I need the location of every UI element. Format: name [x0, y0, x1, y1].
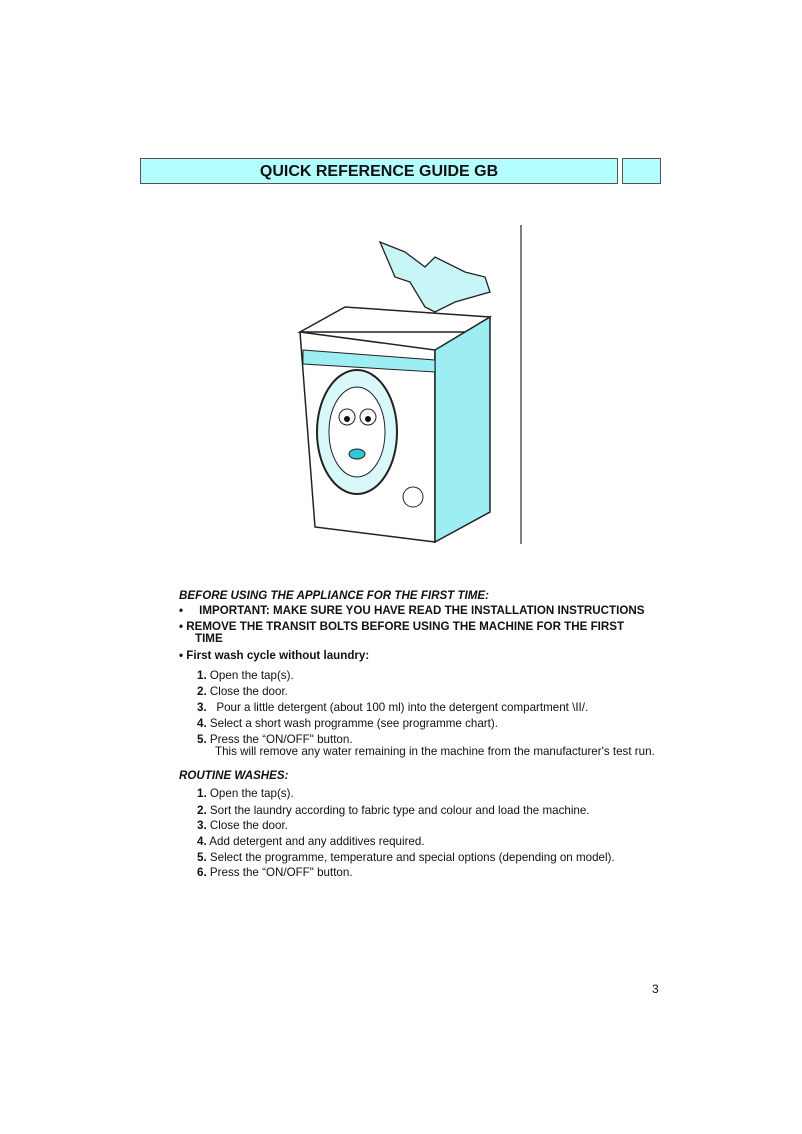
step-note: This will remove any water remaining in the machine from the manufacturer's test run.	[215, 745, 655, 758]
step-text: Open the tap(s).	[209, 787, 294, 800]
step-number: 4.	[197, 835, 207, 848]
step-number: 5.	[197, 733, 207, 746]
routine-heading: ROUTINE WASHES:	[179, 769, 289, 782]
step-item	[197, 669, 294, 682]
step-item	[197, 835, 425, 848]
page-title: QUICK REFERENCE GUIDE GB	[140, 158, 618, 184]
bullet-text-continued: TIME	[195, 632, 223, 645]
step-text: Select a short wash programme (see programme chart).	[209, 717, 498, 730]
step-item	[197, 819, 288, 832]
title-side-box	[622, 158, 661, 184]
step-item	[197, 685, 288, 698]
step-number: 3.	[197, 819, 207, 832]
step-number: 6.	[197, 866, 207, 879]
step-number: 1.	[197, 787, 207, 800]
step-number: 3.	[197, 701, 207, 714]
step-text: Press the “ON/OFF" button.	[209, 733, 353, 746]
step-number: 5.	[197, 851, 207, 864]
bullet-item: • IMPORTANT: MAKE SURE YOU HAVE READ THE INSTALLATION INSTRUCTIONS	[179, 604, 645, 617]
step-text: Select the programme, temperature and special options (depending on model).	[209, 851, 615, 864]
step-number: 2.	[197, 804, 207, 817]
washing-machine-illustration	[285, 222, 525, 547]
step-item	[197, 851, 615, 864]
bullet-text: IMPORTANT: MAKE SURE YOU HAVE READ THE INSTALLATION INSTRUCTIONS	[199, 604, 645, 617]
bullet-item: • REMOVE THE TRANSIT BOLTS BEFORE USING THE MACHINE FOR THE FIRST	[179, 620, 625, 633]
step-text: Sort the laundry according to fabric type and colour and load the machine.	[209, 804, 590, 817]
step-text: Add detergent and any additives required.	[209, 835, 425, 848]
bullet-text: First wash cycle without laundry:	[186, 649, 370, 662]
bullet-item: • First wash cycle without laundry:	[179, 649, 370, 662]
step-item	[197, 804, 590, 817]
step-item	[197, 717, 498, 730]
step-number: 2.	[197, 685, 207, 698]
step-text: Pour a little detergent (about 100 ml) into the detergent compartment \II/.	[209, 701, 589, 714]
step-number: 4.	[197, 717, 207, 730]
step-item	[197, 701, 588, 714]
first-time-heading: BEFORE USING THE APPLIANCE FOR THE FIRST TIME:	[179, 589, 490, 602]
bullet-text: REMOVE THE TRANSIT BOLTS BEFORE USING THE MACHINE FOR THE FIRST	[186, 620, 625, 633]
step-text: Close the door.	[209, 819, 288, 832]
step-item	[197, 866, 353, 879]
page-number: 3	[652, 982, 659, 996]
step-number: 1.	[197, 669, 207, 682]
step-item	[197, 787, 294, 800]
step-text: Close the door.	[209, 685, 288, 698]
step-text: Open the tap(s).	[209, 669, 294, 682]
step-text: Press the “ON/OFF" button.	[209, 866, 353, 879]
